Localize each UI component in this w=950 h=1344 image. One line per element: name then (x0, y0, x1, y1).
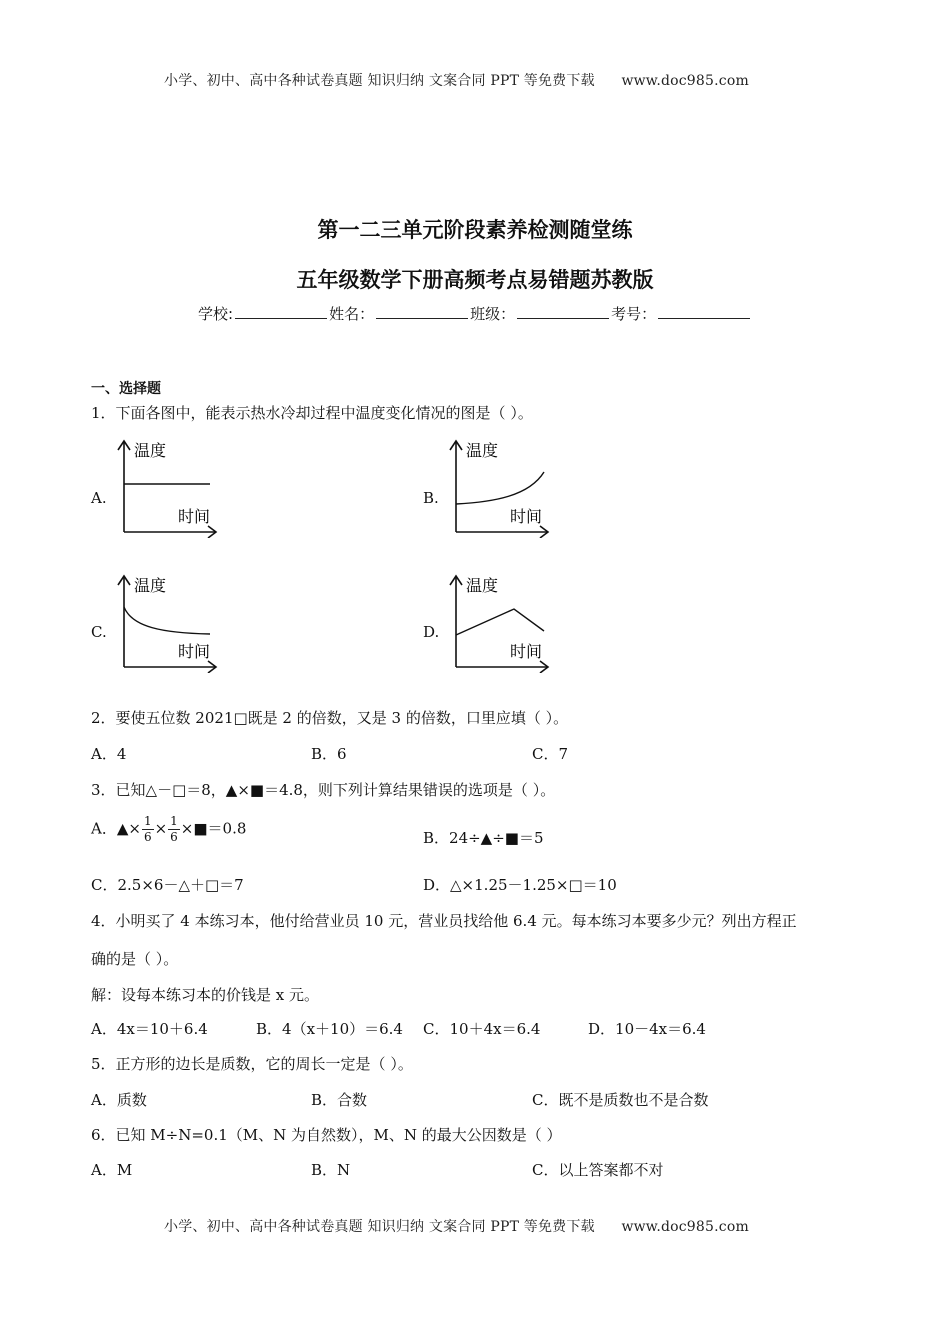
school-blank[interactable] (235, 304, 327, 319)
q1-option-d[interactable]: D. (423, 623, 440, 641)
student-info (198, 303, 752, 324)
q3-a-fraction-1 (142, 814, 154, 845)
q3-option-b[interactable]: B．24÷▲÷■＝5 (423, 829, 544, 847)
q1-option-a[interactable]: A. (91, 489, 107, 507)
graph-d (444, 571, 554, 673)
header-banner (164, 70, 749, 90)
graph-d-curve (456, 609, 544, 635)
school-label: 学校: (198, 305, 234, 323)
q3-a-frac1-num: 1 (143, 814, 152, 828)
q1-stem: 1．下面各图中，能表示热水冷却过程中温度变化情况的图是（ ）。 (91, 404, 533, 422)
graph-d-y-label: 温度 (466, 576, 499, 595)
graph-b-y-label: 温度 (466, 441, 499, 460)
footer-banner-text: 小学、初中、高中各种试卷真题 知识归纳 文案合同 PPT 等免费下载 (164, 1219, 595, 1235)
q1-option-c[interactable]: C. (91, 623, 107, 641)
q4-option-a[interactable]: A．4x＝10＋6.4 (91, 1020, 208, 1038)
q4-stem-line1: 4．小明买了 4 本练习本，他付给营业员 10 元，营业员找给他 6.4 元。每本练习本要多少元？列出方程正 (91, 912, 797, 930)
q3-a-suffix: ×■＝0.8 (180, 819, 247, 838)
graph-b (444, 436, 554, 538)
q3-a-frac2-num: 1 (170, 814, 178, 828)
footer-banner-url[interactable]: www.doc985.com (621, 1219, 749, 1235)
q3-option-d[interactable]: D．△×1.25－1.25×□＝10 (423, 876, 617, 894)
number-blank[interactable] (658, 304, 750, 319)
q2-option-c[interactable]: C．7 (532, 745, 569, 763)
q6-option-a[interactable]: A．M (91, 1161, 133, 1179)
q1-option-b[interactable]: B. (423, 489, 439, 507)
q3-a-times: × (154, 819, 168, 838)
graph-c-curve (124, 607, 210, 634)
q3-option-c[interactable]: C．2.5×6－△＋□＝7 (91, 876, 244, 894)
graph-a-x-label: 时间 (178, 507, 211, 526)
graph-a-y-label: 温度 (134, 441, 167, 460)
graph-c-y-label: 温度 (134, 576, 167, 595)
graph-b-x-label: 时间 (510, 507, 543, 526)
q4-option-c[interactable]: C．10＋4x＝6.4 (423, 1020, 541, 1038)
q5-option-b[interactable]: B．合数 (311, 1091, 368, 1109)
q3-a-fraction-2 (168, 814, 180, 845)
q5-option-a[interactable]: A．质数 (91, 1091, 147, 1109)
number-label: 考号： (611, 305, 657, 323)
q4-option-d[interactable]: D．10－4x＝6.4 (588, 1020, 706, 1038)
footer-banner (164, 1216, 749, 1236)
q2-stem: 2．要使五位数 2021□既是 2 的倍数，又是 3 的倍数，口里应填（ ）。 (91, 709, 569, 727)
section-heading: 一、选择题 (91, 381, 161, 397)
q5-option-c[interactable]: C．既不是质数也不是合数 (532, 1091, 709, 1109)
graph-d-x-label: 时间 (510, 642, 543, 661)
graph-a (112, 436, 222, 538)
q3-option-a[interactable] (91, 814, 246, 845)
q2-option-b[interactable]: B．6 (311, 745, 347, 763)
title-line1: 第一二三单元阶段素养检测随堂练 (317, 218, 633, 242)
q3-stem: 3．已知△－□＝8，▲×■＝4.8，则下列计算结果错误的选项是（ ）。 (91, 781, 556, 799)
q4-option-b[interactable]: B．4（x＋10）＝6.4 (256, 1020, 403, 1038)
q4-solution: 解：设每本练习本的价钱是 x 元。 (91, 986, 319, 1004)
header-banner-url[interactable]: www.doc985.com (621, 73, 749, 89)
graph-c-x-label: 时间 (178, 642, 211, 661)
q5-stem: 5．正方形的边长是质数，它的周长一定是（ ）。 (91, 1055, 413, 1073)
q6-option-b[interactable]: B．N (311, 1161, 351, 1179)
q3-a-frac1-den: 6 (143, 830, 152, 844)
q6-option-c[interactable]: C．以上答案都不对 (532, 1161, 664, 1179)
graph-c (112, 571, 222, 673)
header-banner-text: 小学、初中、高中各种试卷真题 知识归纳 文案合同 PPT 等免费下载 (164, 73, 595, 89)
class-label: 班级： (470, 305, 516, 323)
q3-a-frac2-den: 6 (170, 830, 178, 844)
q3-a-prefix: A．▲× (91, 819, 141, 838)
title-line2: 五年级数学下册高频考点易错题苏教版 (296, 268, 654, 292)
graph-b-curve (456, 472, 544, 504)
class-blank[interactable] (517, 304, 609, 319)
name-label: 姓名： (329, 305, 375, 323)
name-blank[interactable] (376, 304, 468, 319)
q4-stem-line2: 确的是（ ）。 (91, 950, 179, 968)
q6-stem: 6．已知 M÷N=0.1（M、N 为自然数），M、N 的最大公因数是（ ） (91, 1126, 562, 1144)
q2-option-a[interactable]: A．4 (91, 745, 127, 763)
